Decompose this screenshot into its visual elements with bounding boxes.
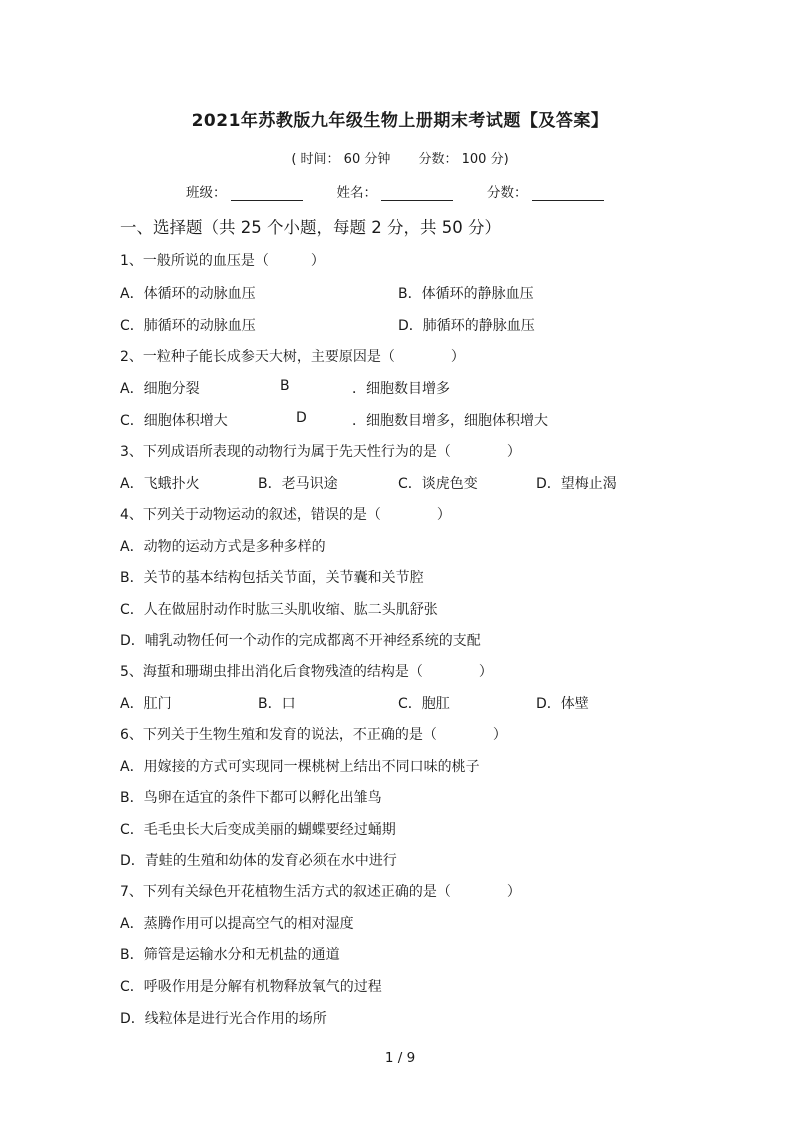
score-label: 分数： [487, 185, 528, 201]
exam-time: ( 时间： 60 分钟 [291, 152, 391, 167]
name-blank [381, 186, 453, 201]
q5-option-a: A．肛门 [120, 696, 172, 712]
q5-option-b: B．口 [258, 696, 296, 712]
score-blank [532, 186, 604, 201]
question-1: 1、一般所说的血压是（ ） [120, 253, 325, 269]
exam-total-score: 分数： 100 分) [418, 152, 509, 167]
document-title: 2021年苏教版九年级生物上册期末考试题【及答案】 [191, 111, 609, 131]
class-label: 班级： [186, 185, 227, 201]
q1-option-b: B．体循环的静脉血压 [398, 286, 534, 302]
q2-option-d: ．细胞数目增多，细胞体积增大 [352, 413, 548, 429]
student-info-row [186, 181, 638, 201]
q5-option-c: C．胞肛 [398, 696, 450, 712]
q4-option-c: C．人在做屈肘动作时肱三头肌收缩、肱二头肌舒张 [120, 602, 438, 618]
question-3: 3、下列成语所表现的动物行为属于先天性行为的是（ ） [120, 444, 521, 460]
q1-option-c: C．肺循环的动脉血压 [120, 318, 256, 334]
name-label: 姓名： [336, 185, 377, 201]
q2-option-b-letter: B [280, 378, 290, 394]
q3-option-d: D．望梅止渴 [536, 476, 617, 492]
q2-option-c: C．细胞体积增大 [120, 413, 228, 429]
question-5: 5、海蜇和珊瑚虫排出消化后食物残渣的结构是（ ） [120, 664, 493, 680]
question-6: 6、下列关于生物生殖和发育的说法，不正确的是（ ） [120, 727, 507, 743]
q3-option-a: A．飞蛾扑火 [120, 476, 200, 492]
question-4: 4、下列关于动物运动的叙述，错误的是（ ） [120, 507, 451, 523]
class-blank [231, 186, 303, 201]
exam-meta [0, 148, 800, 167]
q7-option-c: C．呼吸作用是分解有机物释放氧气的过程 [120, 979, 382, 995]
q4-option-a: A．动物的运动方式是多种多样的 [120, 539, 326, 555]
question-2: 2、一粒种子能长成参天大树，主要原因是（ ） [120, 349, 465, 365]
name-field [337, 181, 454, 201]
section-heading: 一、选择题（共 25 个小题，每题 2 分，共 50 分） [120, 218, 501, 237]
q7-option-b: B．筛管是运输水分和无机盐的通道 [120, 947, 340, 963]
q4-option-b: B．关节的基本结构包括关节面，关节囊和关节腔 [120, 570, 424, 586]
score-field [487, 181, 604, 201]
class-field [186, 181, 303, 201]
q6-option-b: B．鸟卵在适宜的条件下都可以孵化出雏鸟 [120, 790, 382, 806]
q6-option-c: C．毛毛虫长大后变成美丽的蝴蝶要经过蛹期 [120, 822, 396, 838]
q3-option-c: C．谈虎色变 [398, 476, 478, 492]
q2-option-a: A．细胞分裂 [120, 381, 200, 397]
q1-option-a: A．体循环的动脉血压 [120, 286, 256, 302]
q5-option-d: D．体壁 [536, 696, 589, 712]
page-number: 1 / 9 [384, 1050, 416, 1066]
q4-option-d: D．哺乳动物任何一个动作的完成都离不开神经系统的支配 [120, 633, 481, 649]
q3-option-b: B．老马识途 [258, 476, 338, 492]
q1-option-d: D．肺循环的静脉血压 [398, 318, 535, 334]
q6-option-a: A．用嫁接的方式可实现同一棵桃树上结出不同口味的桃子 [120, 759, 480, 775]
q6-option-d: D．青蛙的生殖和幼体的发育必须在水中进行 [120, 853, 397, 869]
q2-option-b: ．细胞数目增多 [352, 381, 450, 397]
q2-option-d-letter: D [296, 410, 307, 426]
q7-option-a: A．蒸腾作用可以提高空气的相对湿度 [120, 916, 354, 932]
q7-option-d: D．线粒体是进行光合作用的场所 [120, 1011, 327, 1027]
question-7: 7、下列有关绿色开花植物生活方式的叙述正确的是（ ） [120, 884, 521, 900]
